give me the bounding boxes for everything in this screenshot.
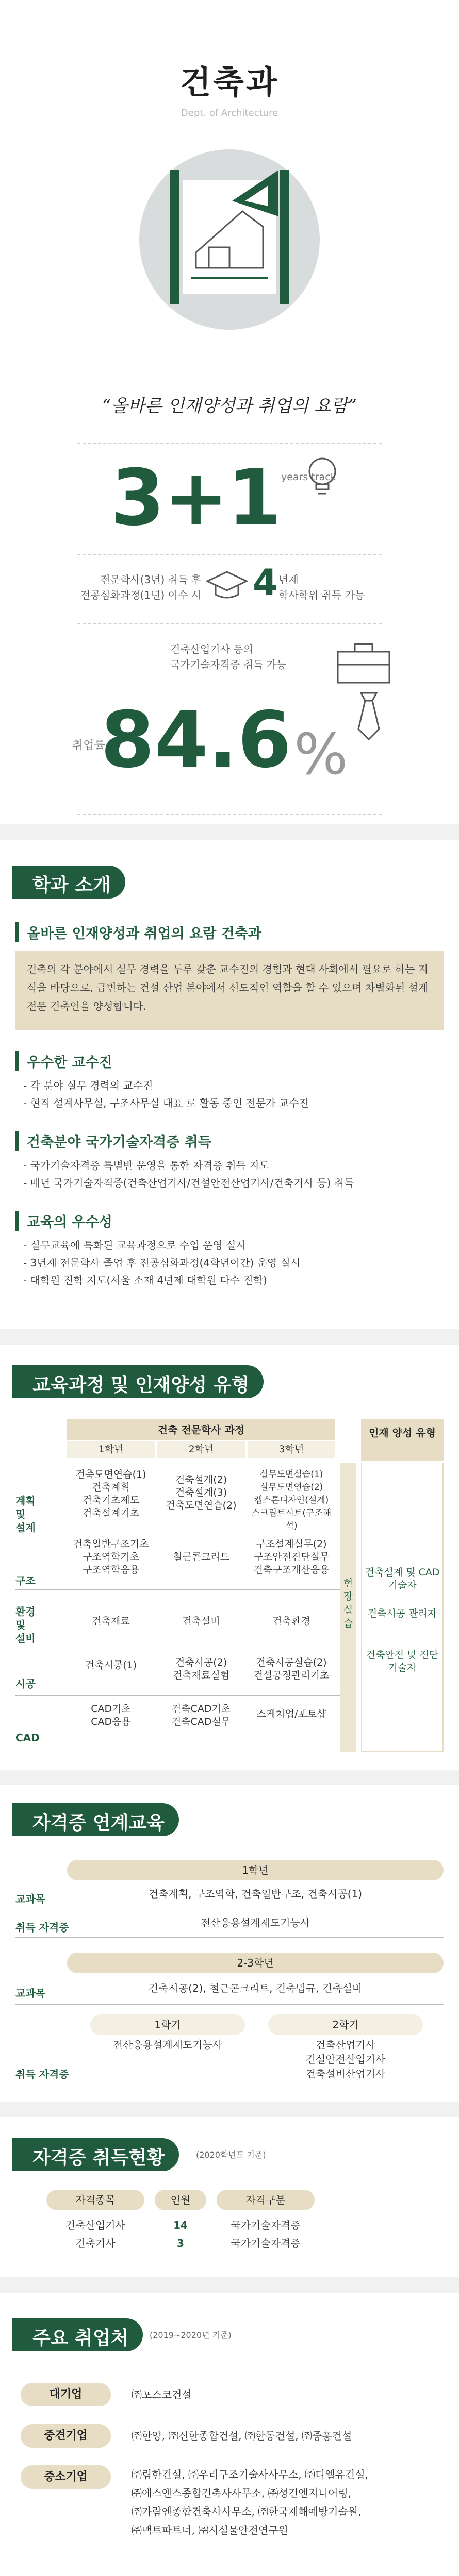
list-item: - 매년 국가기술자격증(건축산업기사/건설안전산업기사/건축기사 등) 취득 [23, 1177, 354, 1189]
about-s4-title: 교육의 우수성 [15, 1211, 112, 1231]
spacer [0, 1770, 459, 1785]
stat-degree-tail [278, 572, 365, 603]
course-cell: 건축환경 [272, 1616, 310, 1627]
stat-cert-desc [170, 641, 286, 672]
course-cell: 건축시공(2) 건축재료실험 [172, 1657, 230, 1681]
page-subtitle: Dept. of Architecture [181, 108, 278, 118]
employ-tag: 중견기업 [21, 2424, 111, 2448]
status-head-0: 자격종목 [46, 2190, 144, 2210]
employ-note: (2019~2020년 기준) [150, 2330, 232, 2340]
stat-years-label: years track [281, 471, 336, 483]
cert-y1: 1학년 [67, 1860, 444, 1880]
divider [77, 623, 382, 624]
cert-sem1: 1학기 [90, 2014, 245, 2035]
stat-employment-unit: % [294, 721, 348, 787]
cert-y1-courses: 건축계획, 구조역학, 건축일반구조, 건축시공(1) [148, 1888, 363, 1900]
employ-tag: 중소기업 [21, 2465, 111, 2489]
section-cert-title: 자격증 연계교육 [18, 1803, 179, 1836]
talent-2: 건축시공 관리자 [367, 1608, 437, 1619]
status-cell: 3 [177, 2237, 184, 2249]
row-label-design: 계획 및 설계 [15, 1495, 36, 1534]
necktie-icon [346, 690, 392, 742]
course-cell: 구조설계실무(2) 구조안전진단실무 건축구조계산응용 [253, 1538, 330, 1575]
course-cell: 건축시공(1) [85, 1659, 137, 1671]
cert-y1-cert-label: 취득 자격증 [15, 1921, 69, 1934]
spacer [0, 1329, 459, 1345]
section-curriculum-title: 교육과정 및 인재양성 유형 [18, 1365, 264, 1398]
divider [77, 443, 382, 444]
status-cell: 건축산업기사 [65, 2219, 125, 2231]
cert-sem2: 2학기 [268, 2014, 423, 2035]
row-label-structure: 구조 [15, 1574, 36, 1587]
cert-y1-course-label: 교과목 [15, 1893, 45, 1905]
stat-cert-line2: 국가기술자격증 취득 가능 [170, 658, 287, 671]
divider [77, 814, 382, 815]
talent-head: 인재 양성 유형 [361, 1419, 444, 1461]
course-cell: 건축시공실습(2) 건설공정관리기초 [253, 1657, 330, 1681]
cert-y23: 2-3학년 [67, 1953, 444, 1973]
course-cell: 건축재료 [92, 1616, 130, 1627]
list-item: - 국가기술자격증 특별반 운영을 통한 자격증 취득 지도 [23, 1159, 269, 1172]
hero-illustration [139, 149, 320, 330]
cert-y23-course-label: 교과목 [15, 1987, 45, 1999]
divider [15, 1937, 444, 1938]
about-s4-list [23, 1236, 300, 1289]
year-3: 3학년 [248, 1441, 335, 1458]
status-cell: 14 [173, 2219, 188, 2231]
cert-y23-cert-label: 취득 자격증 [15, 2068, 69, 2080]
section-about-title: 학과 소개 [18, 866, 125, 899]
row-label-construction: 시공 [15, 1677, 36, 1690]
divider [15, 1589, 340, 1590]
list-item: - 실무교육에 특화된 교육과정으로 수업 운영 실시 [23, 1239, 246, 1251]
stat-years: 3+1 [111, 453, 281, 543]
status-cell: 건축기사 [75, 2237, 116, 2249]
header [0, 0, 459, 118]
course-cell: 스케치업/포토샵 [256, 1708, 326, 1720]
about-s3-title: 건축분야 국가기술자격증 취득 [15, 1131, 211, 1151]
stat-degree-line1: 전문학사(3년) 취득 후 [100, 573, 201, 586]
curriculum-head: 건축 전문학사 과정 [67, 1419, 335, 1440]
about-s1-title: 올바른 인재양성과 취업의 요람 건축과 [15, 922, 261, 942]
talent-3: 건축안전 및 진단기술자 [366, 1649, 439, 1673]
page-title: 건축과 [180, 63, 279, 101]
list-item: - 현직 설계사무실, 구조사무실 대표 로 활동 중인 전문가 교수진 [23, 1097, 309, 1109]
employ-text: ㈜포스코건설 [132, 2388, 192, 2401]
spacer [0, 2102, 459, 2117]
course-cell: CAD기초 CAD응용 [91, 1703, 131, 1727]
course-cell: 건축설비 [182, 1616, 220, 1627]
divider [77, 554, 382, 555]
employ-tag: 대기업 [21, 2383, 111, 2406]
architecture-icon [139, 149, 320, 330]
stat-cert-line1: 건축산업기사 등의 [170, 643, 253, 655]
course-cell: 건축설계(2) 건축설계(3) 건축도면연습(2) [166, 1474, 237, 1511]
lightbulb-icon [304, 453, 340, 500]
divider [15, 1695, 340, 1696]
course-cell: 건축도면연습(1) 건축계획 건축기초제도 건축설계기초 [75, 1469, 146, 1519]
cert-sem1-cert: 전산응용설계제도기능사 [112, 2039, 223, 2051]
quote: “올바른 인재양성과 취업의 요람” [102, 396, 357, 416]
stat-employment-value: 84.6 [101, 696, 292, 785]
employ-text: ㈜한양, ㈜신한종합건설, ㈜한동건설, ㈜중흥건설 [132, 2430, 352, 2442]
divider [15, 2004, 444, 2005]
about-s1-body: 건축의 각 분야에서 실무 경력을 두루 갖춘 교수진의 경험과 현대 사회에서 필요로 하는 지식을 바탕으로, 급변하는 건설 산업 분야에서 선도적인 역할을 할 수 있으며 차별화된 설계 전문 건축인을 양성합니다. [15, 951, 444, 1030]
spacer [0, 2277, 459, 2293]
status-cell: 국가기술자격증 [231, 2219, 301, 2231]
cert-y23-courses: 건축시공(2), 철근콘크리트, 건축법규, 건축설비 [148, 1982, 363, 1994]
course-cell: 건축CAD기초 건축CAD실무 [171, 1703, 231, 1727]
briefcase-icon [335, 639, 392, 685]
field-practice-label: 현장실습 [343, 1578, 353, 1629]
stat-degree-value: 4 [253, 562, 278, 604]
row-label-cad: CAD [15, 1732, 40, 1744]
cert-y1-cert: 전산응용설계제도기능사 [200, 1917, 310, 1929]
about-s3-list [23, 1157, 354, 1192]
course-cell: 실무도면실습(1) 실무도면연습(2) 캡스톤디자인(설계) 스크립트시트(구조해석) [251, 1469, 332, 1531]
stat-degree-line2: 전공심화과정(1년) 이수 시 [80, 589, 201, 601]
about-s2-title: 우수한 교수진 [15, 1051, 112, 1071]
course-cell: 철근콘크리트 [172, 1551, 230, 1563]
course-cell: 건축일반구조기초 구조역학기초 구조역학응용 [73, 1538, 149, 1575]
section-status-title: 자격증 취득현황 [18, 2138, 179, 2171]
employ-text: ㈜림한건설, ㈜우리구조기술사사무소, ㈜디엘유건설, ㈜에스앤스종합건축사사무소, ㈜성건엔지니어링, ㈜가람엔종합건축사사무소, ㈜한국재해예방기술원, ㈜맥트파트너, ㈜시설물안전연구원 [132, 2468, 368, 2536]
talent-1: 건축설계 및 CAD기술자 [365, 1567, 440, 1591]
section-employ-title: 주요 취업처 [18, 2318, 143, 2351]
status-cell: 국가기술자격증 [231, 2237, 301, 2249]
year-2: 2학년 [157, 1441, 245, 1458]
stat-degree-desc [77, 572, 201, 603]
stat-degree-unit: 년제 [278, 573, 299, 586]
stat-employment-label: 취업률 [72, 739, 105, 752]
status-head-1: 인원 [155, 2190, 206, 2210]
stat-degree-tail-text: 학사학위 취득 가능 [278, 589, 365, 601]
about-s2-list [23, 1077, 309, 1112]
cert-sem2-cert: 건축산업기사 건설안전산업기사 건축설비산업기사 [305, 2039, 386, 2080]
spacer [0, 824, 459, 840]
status-head-2: 자격구분 [217, 2190, 315, 2210]
list-item: - 3년제 전문학사 졸업 후 진공심화과정(4학년이간) 운영 실시 [23, 1257, 301, 1269]
list-item: - 각 분야 실무 경력의 교수진 [23, 1079, 153, 1092]
year-1: 1학년 [67, 1441, 155, 1458]
list-item: - 대학원 진학 지도(서울 소재 4년제 대학원 다수 진학) [23, 1274, 267, 1286]
status-note: (2020학년도 기준) [196, 2150, 266, 2160]
graduation-cap-icon [206, 567, 248, 603]
row-label-environment: 환경 및 설비 [15, 1605, 36, 1645]
